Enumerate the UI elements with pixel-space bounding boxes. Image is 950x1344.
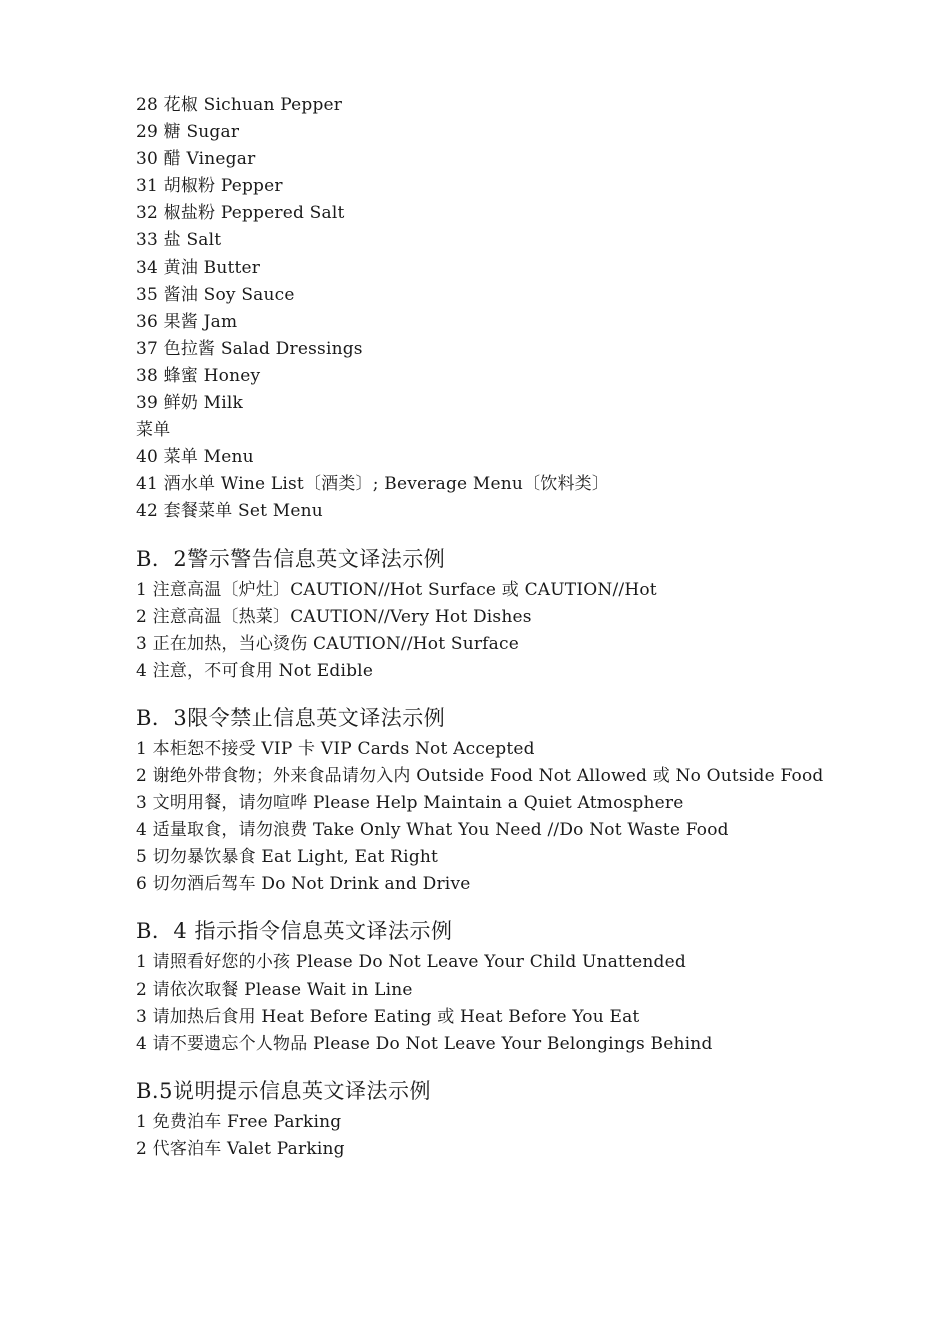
list-item: 28 花椒 Sichuan Pepper bbox=[136, 95, 343, 115]
list-item: 36 果酱 Jam bbox=[136, 311, 238, 332]
section-heading-b4: B．4 指示指令信息英文译法示例 bbox=[136, 919, 453, 944]
b2-list bbox=[136, 577, 836, 685]
list-item: 37 色拉酱 Salad Dressings bbox=[136, 338, 363, 359]
list-item: 41 酒水单 Wine List〔酒类〕; Beverage Menu〔饮料类〕 bbox=[136, 474, 610, 495]
list-item: 33 盐 Salt bbox=[136, 230, 222, 251]
section-heading-b5: B.5说明提示信息英文译法示例 bbox=[136, 1078, 431, 1103]
list-item: 42 套餐菜单 Set Menu bbox=[136, 501, 323, 522]
list-item: 35 酱油 Soy Sauce bbox=[136, 284, 295, 305]
list-item: 4 适量取食，请勿浪费 Take Only What You Need //Do Not Waste Food bbox=[136, 820, 729, 841]
list-item: 3 文明用餐，请勿喧哗 Please Help Maintain a Quiet Atmosphere bbox=[136, 793, 684, 814]
list-item: 6 切勿酒后驾车 Do Not Drink and Drive bbox=[136, 874, 471, 895]
list-item: 31 胡椒粉 Pepper bbox=[136, 176, 283, 197]
section-heading-b3: B．3限令禁止信息英文译法示例 bbox=[136, 705, 446, 730]
b4-list bbox=[136, 949, 836, 1057]
list-item: 39 鲜奶 Milk bbox=[136, 393, 244, 414]
list-item: 2 代客泊车 Valet Parking bbox=[136, 1138, 345, 1159]
list-item: 2 谢绝外带食物；外来食品请勿入内 Outside Food Not Allowed 或 No Outside Food bbox=[136, 765, 824, 786]
list-item: 3 请加热后食用 Heat Before Eating 或 Heat Before You Eat bbox=[136, 1006, 640, 1027]
list-item: 29 糖 Sugar bbox=[136, 122, 240, 143]
document-page bbox=[136, 92, 836, 1163]
section-heading-b2: B．2警示警告信息英文译法示例 bbox=[136, 546, 446, 571]
list-item: 5 切勿暴饮暴食 Eat Light, Eat Right bbox=[136, 847, 439, 868]
b3-list bbox=[136, 736, 836, 899]
list-item: 38 蜂蜜 Honey bbox=[136, 365, 261, 386]
menu-list bbox=[136, 444, 836, 525]
condiments-list bbox=[136, 92, 836, 417]
list-item: 32 椒盐粉 Peppered Salt bbox=[136, 203, 345, 224]
menu-subheading: 菜单 bbox=[136, 420, 171, 441]
list-item: 1 请照看好您的小孩 Please Do Not Leave Your Child Unattended bbox=[136, 952, 686, 973]
b5-list bbox=[136, 1109, 836, 1163]
list-item: 34 黄油 Butter bbox=[136, 257, 261, 278]
list-item: 1 本柜恕不接受 VIP 卡 VIP Cards Not Accepted bbox=[136, 738, 535, 759]
list-item: 40 菜单 Menu bbox=[136, 447, 254, 468]
list-item: 2 请依次取餐 Please Wait in Line bbox=[136, 979, 413, 1000]
list-item: 1 注意高温〔炉灶〕CAUTION//Hot Surface 或 CAUTION//Hot bbox=[136, 579, 657, 600]
list-item: 1 免费泊车 Free Parking bbox=[136, 1111, 342, 1132]
list-item: 30 醋 Vinegar bbox=[136, 149, 256, 170]
list-item: 3 正在加热，当心烫伤 CAUTION//Hot Surface bbox=[136, 633, 519, 654]
list-item: 2 注意高温〔热菜〕CAUTION//Very Hot Dishes bbox=[136, 606, 532, 627]
list-item: 4 请不要遗忘个人物品 Please Do Not Leave Your Belongings Behind bbox=[136, 1033, 713, 1054]
list-item: 4 注意，不可食用 Not Edible bbox=[136, 660, 374, 681]
